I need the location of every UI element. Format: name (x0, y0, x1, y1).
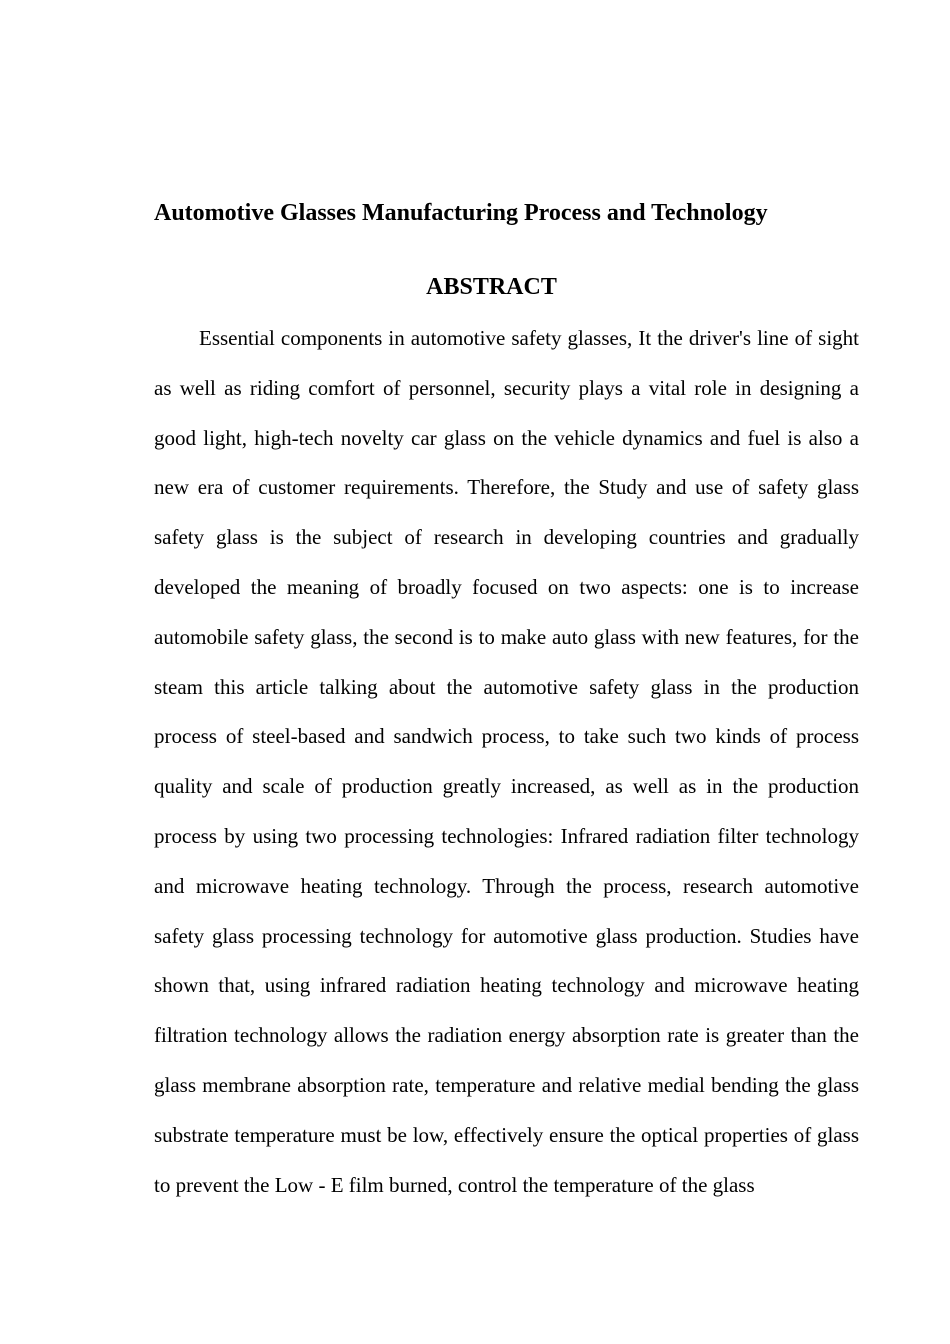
abstract-heading: ABSTRACT (426, 274, 557, 300)
document-title: Automotive Glasses Manufacturing Process and Technology (154, 200, 768, 226)
document-page (154, 196, 859, 1210)
abstract-paragraph: Essential components in automotive safety glasses, It the driver's line of sight as well as riding comfort of personnel, security plays a vital role in designing a good light, high-tech novelty car glass on the vehicle dynamics and fuel is also a new era of customer requirements. Therefore, the Study and use of safety glass safety glass is the subject of research in developing countries and gradually developed the meaning of broadly focused on two aspects: one is to increase automobile safety glass, the second is to make auto glass with new features, for the steam this article talking about the automotive safety glass in the production process of steel-based and sandwich process, to take such two kinds of process quality and scale of production greatly increased, as well as in the production process by using two processing technologies: Infrared radiation filter technology and microwave heating technology. Through the process, research automotive safety glass processing technology for automotive glass production. Studies have shown that, using infrared radiation heating technology and microwave heating filtration technology allows the radiation energy absorption rate is greater than the glass membrane absorption rate, temperature and relative medial bending the glass substrate temperature must be low, effectively ensure the optical properties of glass to prevent the Low - E film burned, control the temperature of the glass (154, 326, 859, 1197)
